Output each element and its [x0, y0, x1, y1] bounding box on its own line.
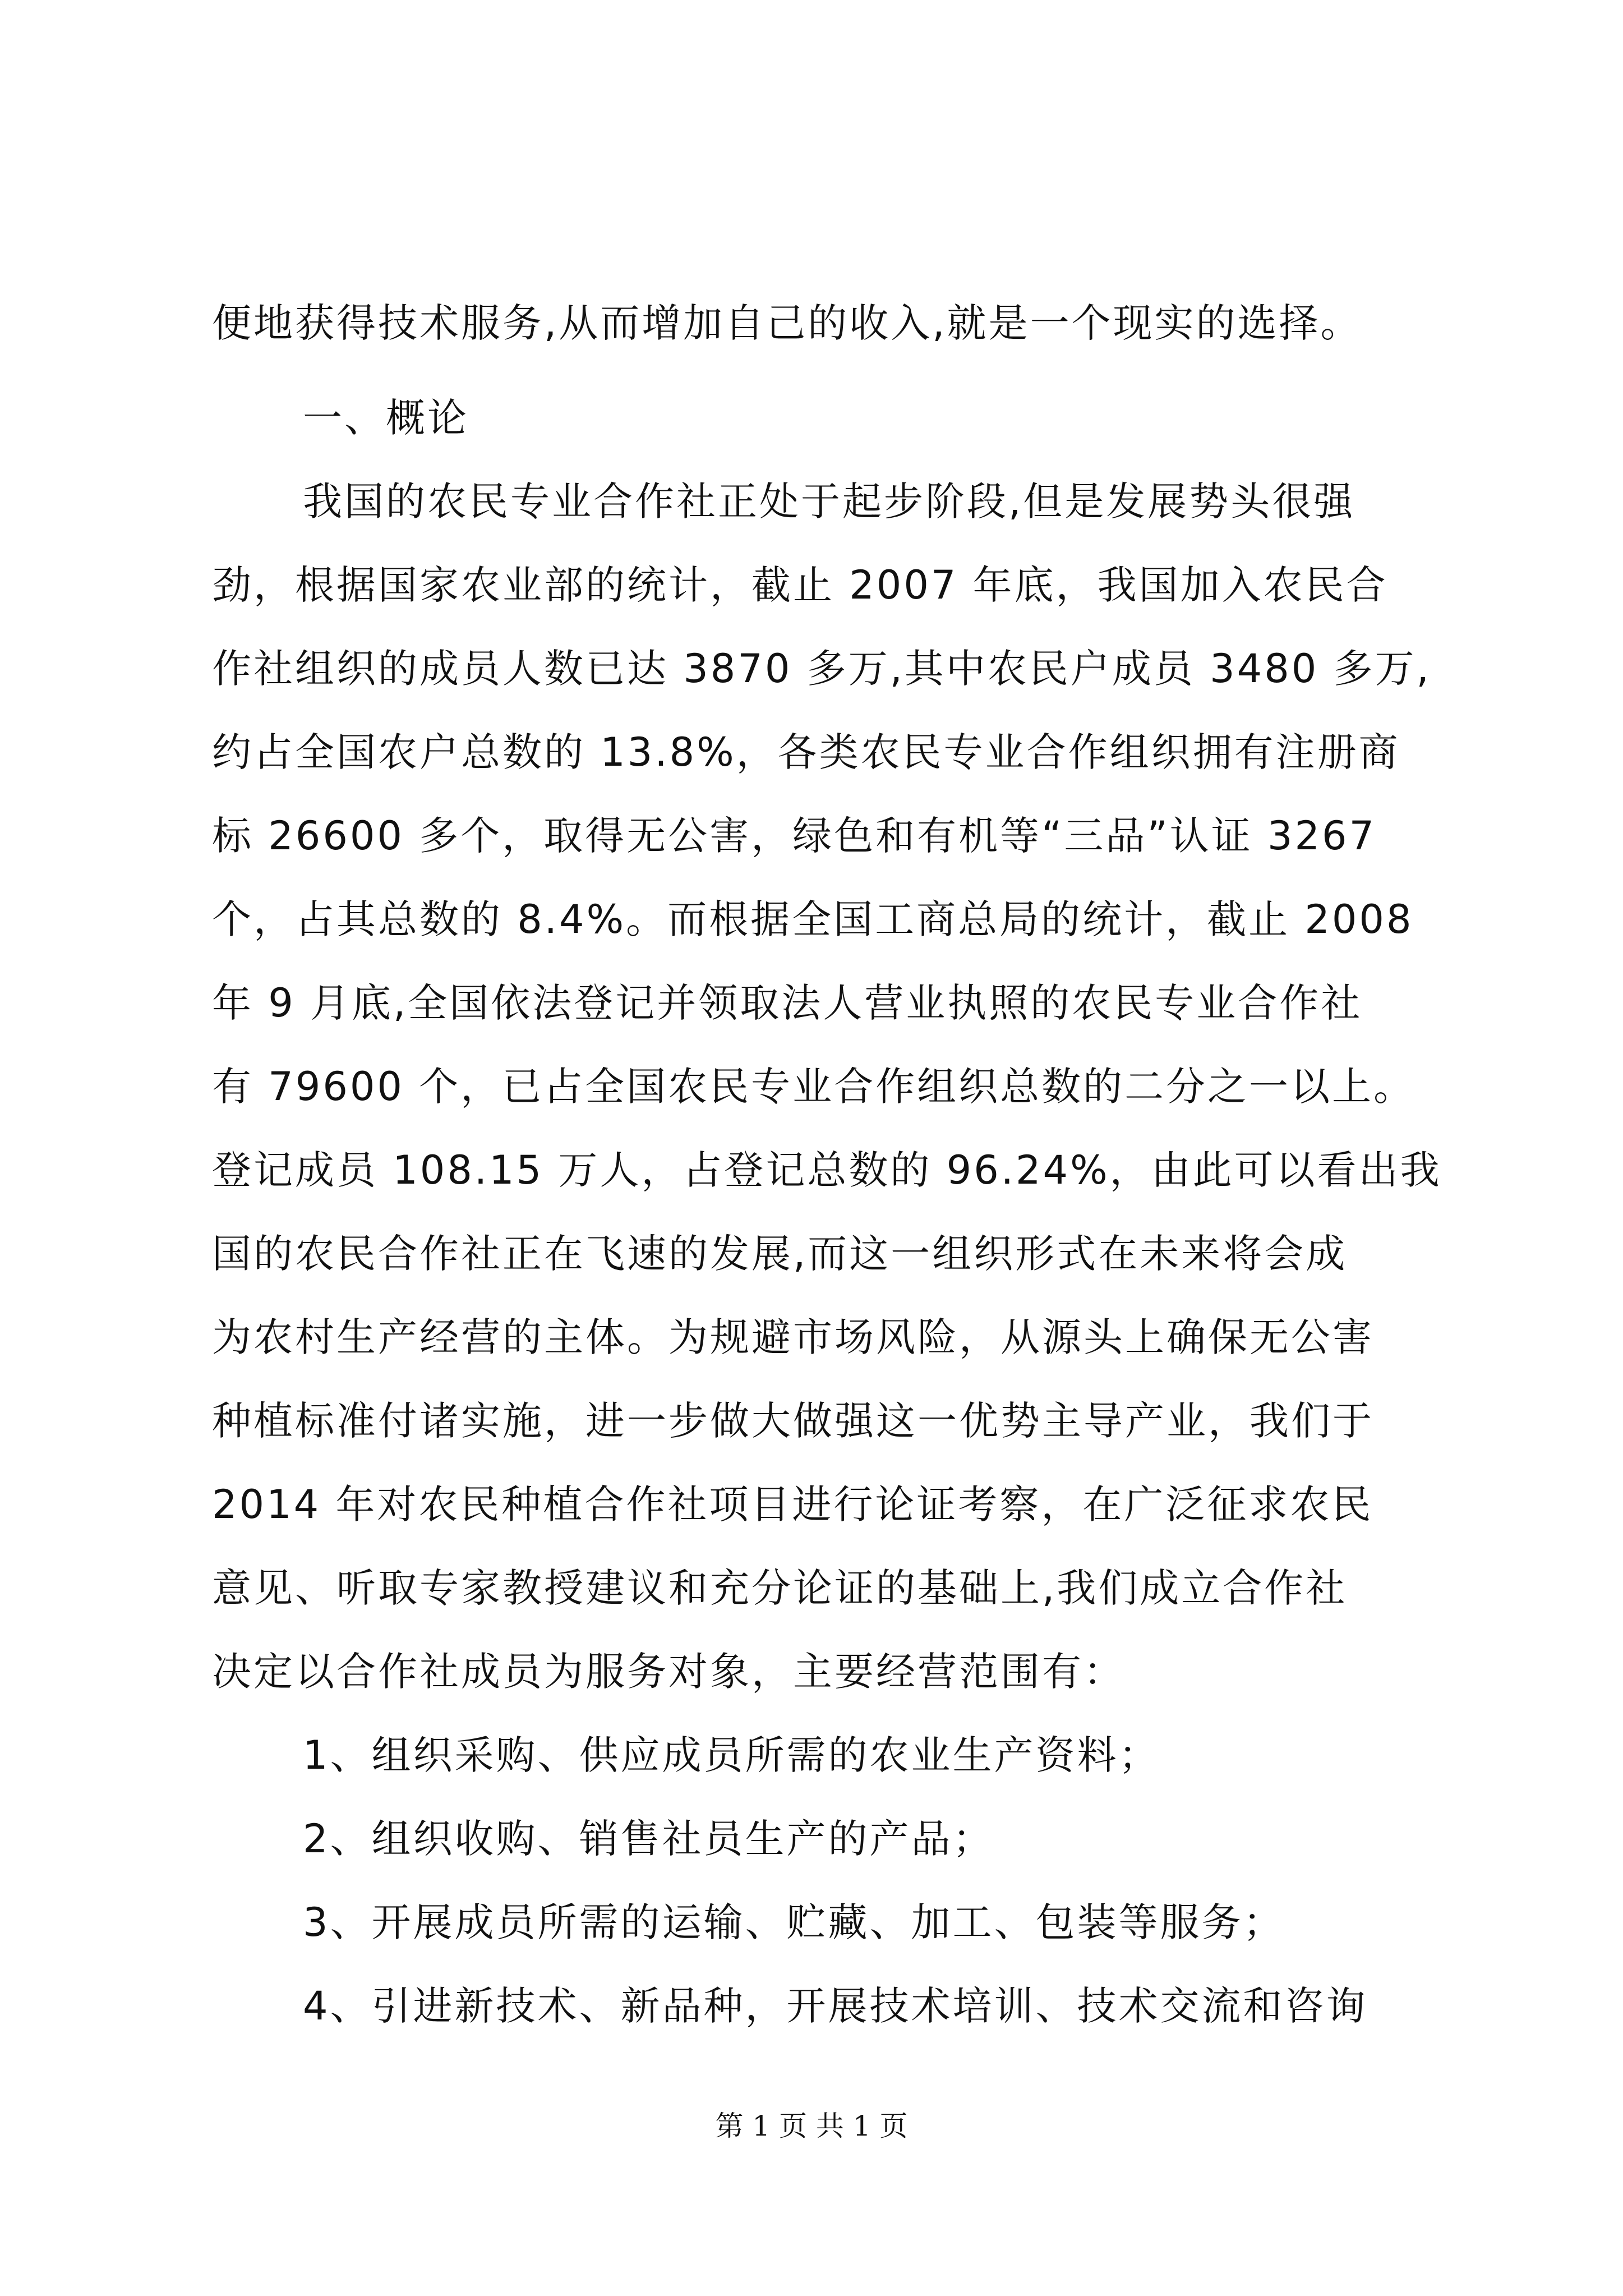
paragraph-line: 我国的农民专业合作社正处于起步阶段,但是发展势头很强	[303, 478, 1355, 524]
paragraph-line: 决定以合作社成员为服务对象，主要经营范围有：	[212, 1649, 1125, 1695]
paragraph-line: 登记成员 108.15 万人，占登记总数的 96.24%，由此可以看出我	[212, 1147, 1442, 1193]
paragraph-line: 2014 年对农民种植合作社项目进行论证考察，在广泛征求农民	[212, 1481, 1373, 1527]
list-item: 4、引进新技术、新品种，开展技术培训、技术交流和咨询	[303, 1983, 1368, 2029]
list-item: 1、组织采购、供应成员所需的农业生产资料；	[303, 1732, 1160, 1778]
paragraph-line: 国的农民合作社正在飞速的发展,而这一组织形式在未来将会成	[212, 1231, 1348, 1277]
paragraph-line: 便地获得技术服务,从而增加自己的收入,就是一个现实的选择。	[212, 300, 1362, 346]
page-number-footer: 第 1 页 共 1 页	[715, 2110, 908, 2142]
paragraph-line: 个，占其总数的 8.4%。而根据全国工商总局的统计，截止 2008	[212, 896, 1414, 942]
paragraph-line: 作社组织的成员人数已达 3870 多万,其中农民户成员 3480 多万,	[212, 646, 1431, 692]
list-item: 2、组织收购、销售社员生产的产品；	[303, 1816, 994, 1862]
paragraph-line: 为农村生产经营的主体。为规避市场风险，从源头上确保无公害	[212, 1314, 1374, 1360]
paragraph-line: 有 79600 个，已占全国农民专业合作组织总数的二分之一以上。	[212, 1064, 1415, 1110]
list-item: 3、开展成员所需的运输、贮藏、加工、包装等服务；	[303, 1899, 1285, 1945]
paragraph-line: 年 9 月底,全国依法登记并领取法人营业执照的农民专业合作社	[212, 980, 1363, 1026]
paragraph-line: 约占全国农户总数的 13.8%，各类农民专业合作组织拥有注册商	[212, 729, 1400, 775]
paragraph-line: 意见、听取专家教授建议和充分论证的基础上,我们成立合作社	[212, 1565, 1348, 1611]
paragraph-line: 种植标准付诸实施，进一步做大做强这一优势主导产业，我们于	[212, 1398, 1374, 1444]
section-heading: 一、概论	[303, 395, 469, 441]
paragraph-line: 标 26600 多个，取得无公害，绿色和有机等“三品”认证 3267	[212, 813, 1377, 859]
paragraph-line: 劲，根据国家农业部的统计，截止 2007 年底，我国加入农民合	[212, 562, 1388, 608]
